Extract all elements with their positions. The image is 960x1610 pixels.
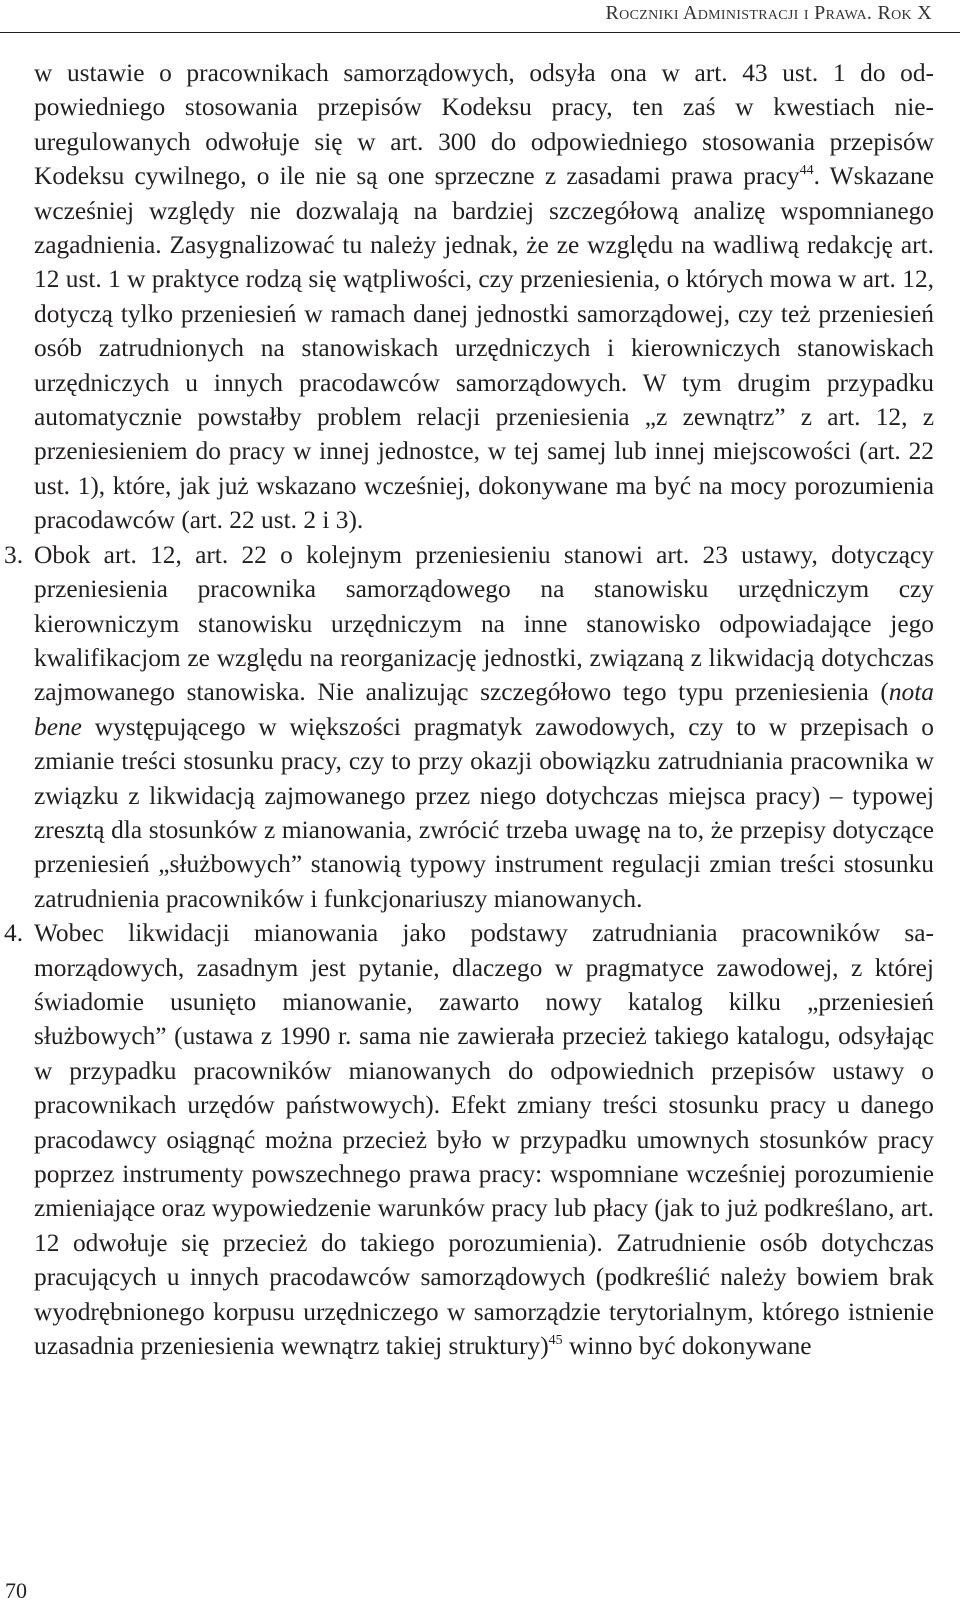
italic-phrase: nota bene xyxy=(34,678,934,741)
paragraph-text: . Wskazane wcześniej względy nie dozwalają na bardziej szczegółową analizę wspomnianego zagadnienia. Zasygnalizować tu należy jednak, że ze względu na wadliwą redakcję art. 12 ust. 1 w praktyce rodzą się wątpliwości, czy przeniesienia, o których mowa w art. 12, dotyczą tylko przeniesień w ramach danej jednostki samorządowej, czy też przeniesień osób zatrudnionych na stanowiskach urzędniczych i kierowniczych stanowiskach urzędniczych u innych pracodawców samorządowych. W tym drugim przypadku automatycznie powstałby problem relacji przeniesienia „z zewnątrz” z art. 12, z przeniesieniem do pracy w innej jednostce, w tej samej lub innej miejscowości (art. 22 ust. 1), które, jak już wskazano wcześniej, dokonywane ma być na mocy porozumienia pracodawców (art. 22 ust. 2 i 3). xyxy=(34,162,934,535)
list-item-text: winno być dokonywane xyxy=(562,1332,812,1361)
list-item-text: Wobec likwidacji mianowania jako podstawy zatrudniania pracowników samorządowych, zasadnym jest pytanie, dlaczego w pragmatyce zawodowej, z której świadomie usunięto mianowanie, zawarto nowy katalog kilku „przeniesień służbowych” (ustawa z 1990 r. sama nie zawierała przecież takiego katalogu, odsyłając w przypadku pracowników mianowanych do odpowiednich przepisów ustawy o pracownikach urzędów państwowych). Efekt zmiany treści stosunku pracy u danego pracodawcy osiągnąć można przecież było w przypadku umownych stosunków pracy poprzez instrumenty powszechnego prawa pracy: wspomniane wcześniej porozumienie zmieniające oraz wypowiedzenie warunków pracy lub płacy (jak to już podkreślano, art. 12 odwołuje się przecież do takiego porozumienia). Zatrudnienie osób dotychczas pracujących u innych pracodawców samorządowych (podkreślić należy bowiem brak wyodrębnionego korpusu urzędniczego w samorządzie terytorialnym, którego istnienie uzasadnia przeniesienia wewnątrz takiej struktury) xyxy=(34,919,934,1361)
paragraph-text: w ustawie o pracownikach samorządowych, odsyła ona w art. 43 ust. 1 do odpowiedniego stosowania przepisów Kodeksu pracy, ten zaś w kwestiach nieuregulowanych odwołuje się w art. 300 do odpowiedniego stosowania przepisów Kodeksu cywilnego, o ile nie są one sprzeczne z zasadami prawa pracy xyxy=(34,59,934,191)
footnote-ref-44[interactable]: 44 xyxy=(799,163,814,179)
list-item-text: Obok art. 12, art. 22 o kolejnym przeniesieniu stanowi art. 23 ustawy, dotyczący przeniesienia pracownika samorządowego na stanowisku urzędniczym czy kierowniczym stanowisku urzędniczym na inne stanowisko odpowiadające jego kwalifikacjom ze względu na reorganizację jednostki, związaną z likwidacją dotychczas zajmowanego stanowiska. Nie analizując szczegółowo tego typu przeniesienia ( xyxy=(34,540,934,707)
running-head: Roczniki Administracji i Prawa. Rok X xyxy=(605,2,932,24)
list-item-text: występującego w większości pragmatyk zawodowych, czy to w przepisach o zmianie treści stosunku pracy, czy to przy okazji obowiązku zatrudniania pracownika w związku z likwidacją zajmowanego przez niego dotychczas miejsca pracy) – typowej zresztą dla stosunków z mianowania, zwrócić trzeba uwagę na to, że przepisy dotyczące przeniesień „służbowych” stanowią typowy instrument regulacji zmian treści stosunku zatrudnienia pracowników i funkcjonariuszy mianowanych. xyxy=(34,712,934,913)
footnote-ref-45[interactable]: 45 xyxy=(548,1333,563,1349)
list-item-number: 4. xyxy=(4,919,24,948)
paragraph-continuation xyxy=(34,56,934,538)
list-item-number: 3. xyxy=(4,540,24,569)
body-text xyxy=(4,56,934,1363)
page-number: 70 xyxy=(5,1578,27,1603)
list-item-3 xyxy=(4,538,934,916)
list-item-4 xyxy=(4,916,934,1363)
header-rule xyxy=(0,32,960,33)
